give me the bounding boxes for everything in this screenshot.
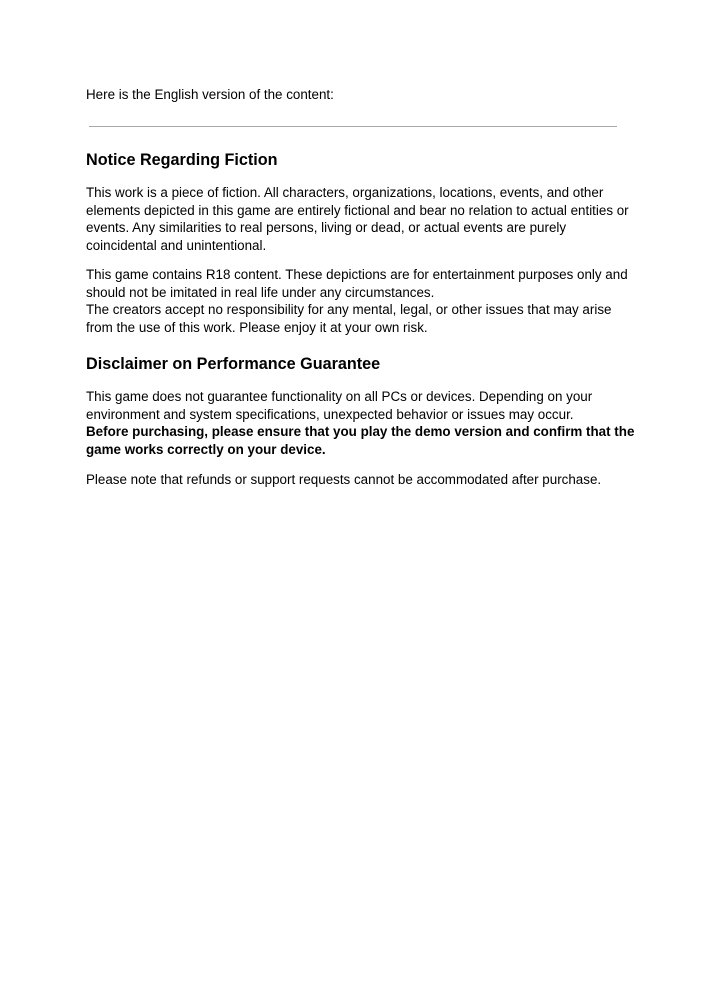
fiction-notice-heading: Notice Regarding Fiction — [86, 151, 278, 169]
text-line: should not be imitated in real life under any circumstances. — [86, 284, 435, 300]
text-line: environment and system specifications, unexpected behavior or issues may occur. — [86, 406, 574, 422]
text-line: This game contains R18 content. These depictions are for entertainment purposes only and — [86, 267, 628, 282]
fiction-notice-paragraph-1 — [86, 184, 629, 254]
text-line: This game does not guarantee functionality on all PCs or devices. Depending on your — [86, 389, 593, 404]
text-line: coincidental and unintentional. — [86, 237, 267, 253]
text-line: The creators accept no responsibility for any mental, legal, or other issues that may arise — [86, 302, 612, 318]
text-line: elements depicted in this game are entirely fictional and bear no relation to actual entities or — [86, 202, 629, 218]
fiction-notice-paragraph-2 — [86, 266, 626, 336]
text-line: Please note that refunds or support requests cannot be accommodated after purchase. — [86, 472, 602, 487]
performance-disclaimer-heading: Disclaimer on Performance Guarantee — [86, 355, 381, 373]
text-line: This work is a piece of fiction. All characters, organizations, locations, events, and other — [86, 185, 604, 200]
performance-disclaimer-paragraph-2 — [86, 471, 626, 489]
text-line: from the use of this work. Please enjoy it at your own risk. — [86, 319, 428, 335]
performance-disclaimer-paragraph-1 — [86, 388, 635, 458]
text-line: events. Any similarities to real persons, living or dead, or actual events are purely — [86, 220, 567, 236]
bold-text-line: game works correctly on your device. — [86, 441, 326, 457]
horizontal-divider — [89, 126, 617, 127]
intro-text: Here is the English version of the content: — [86, 87, 334, 102]
bold-text-line: Before purchasing, please ensure that you play the demo version and confirm that the — [86, 424, 635, 440]
